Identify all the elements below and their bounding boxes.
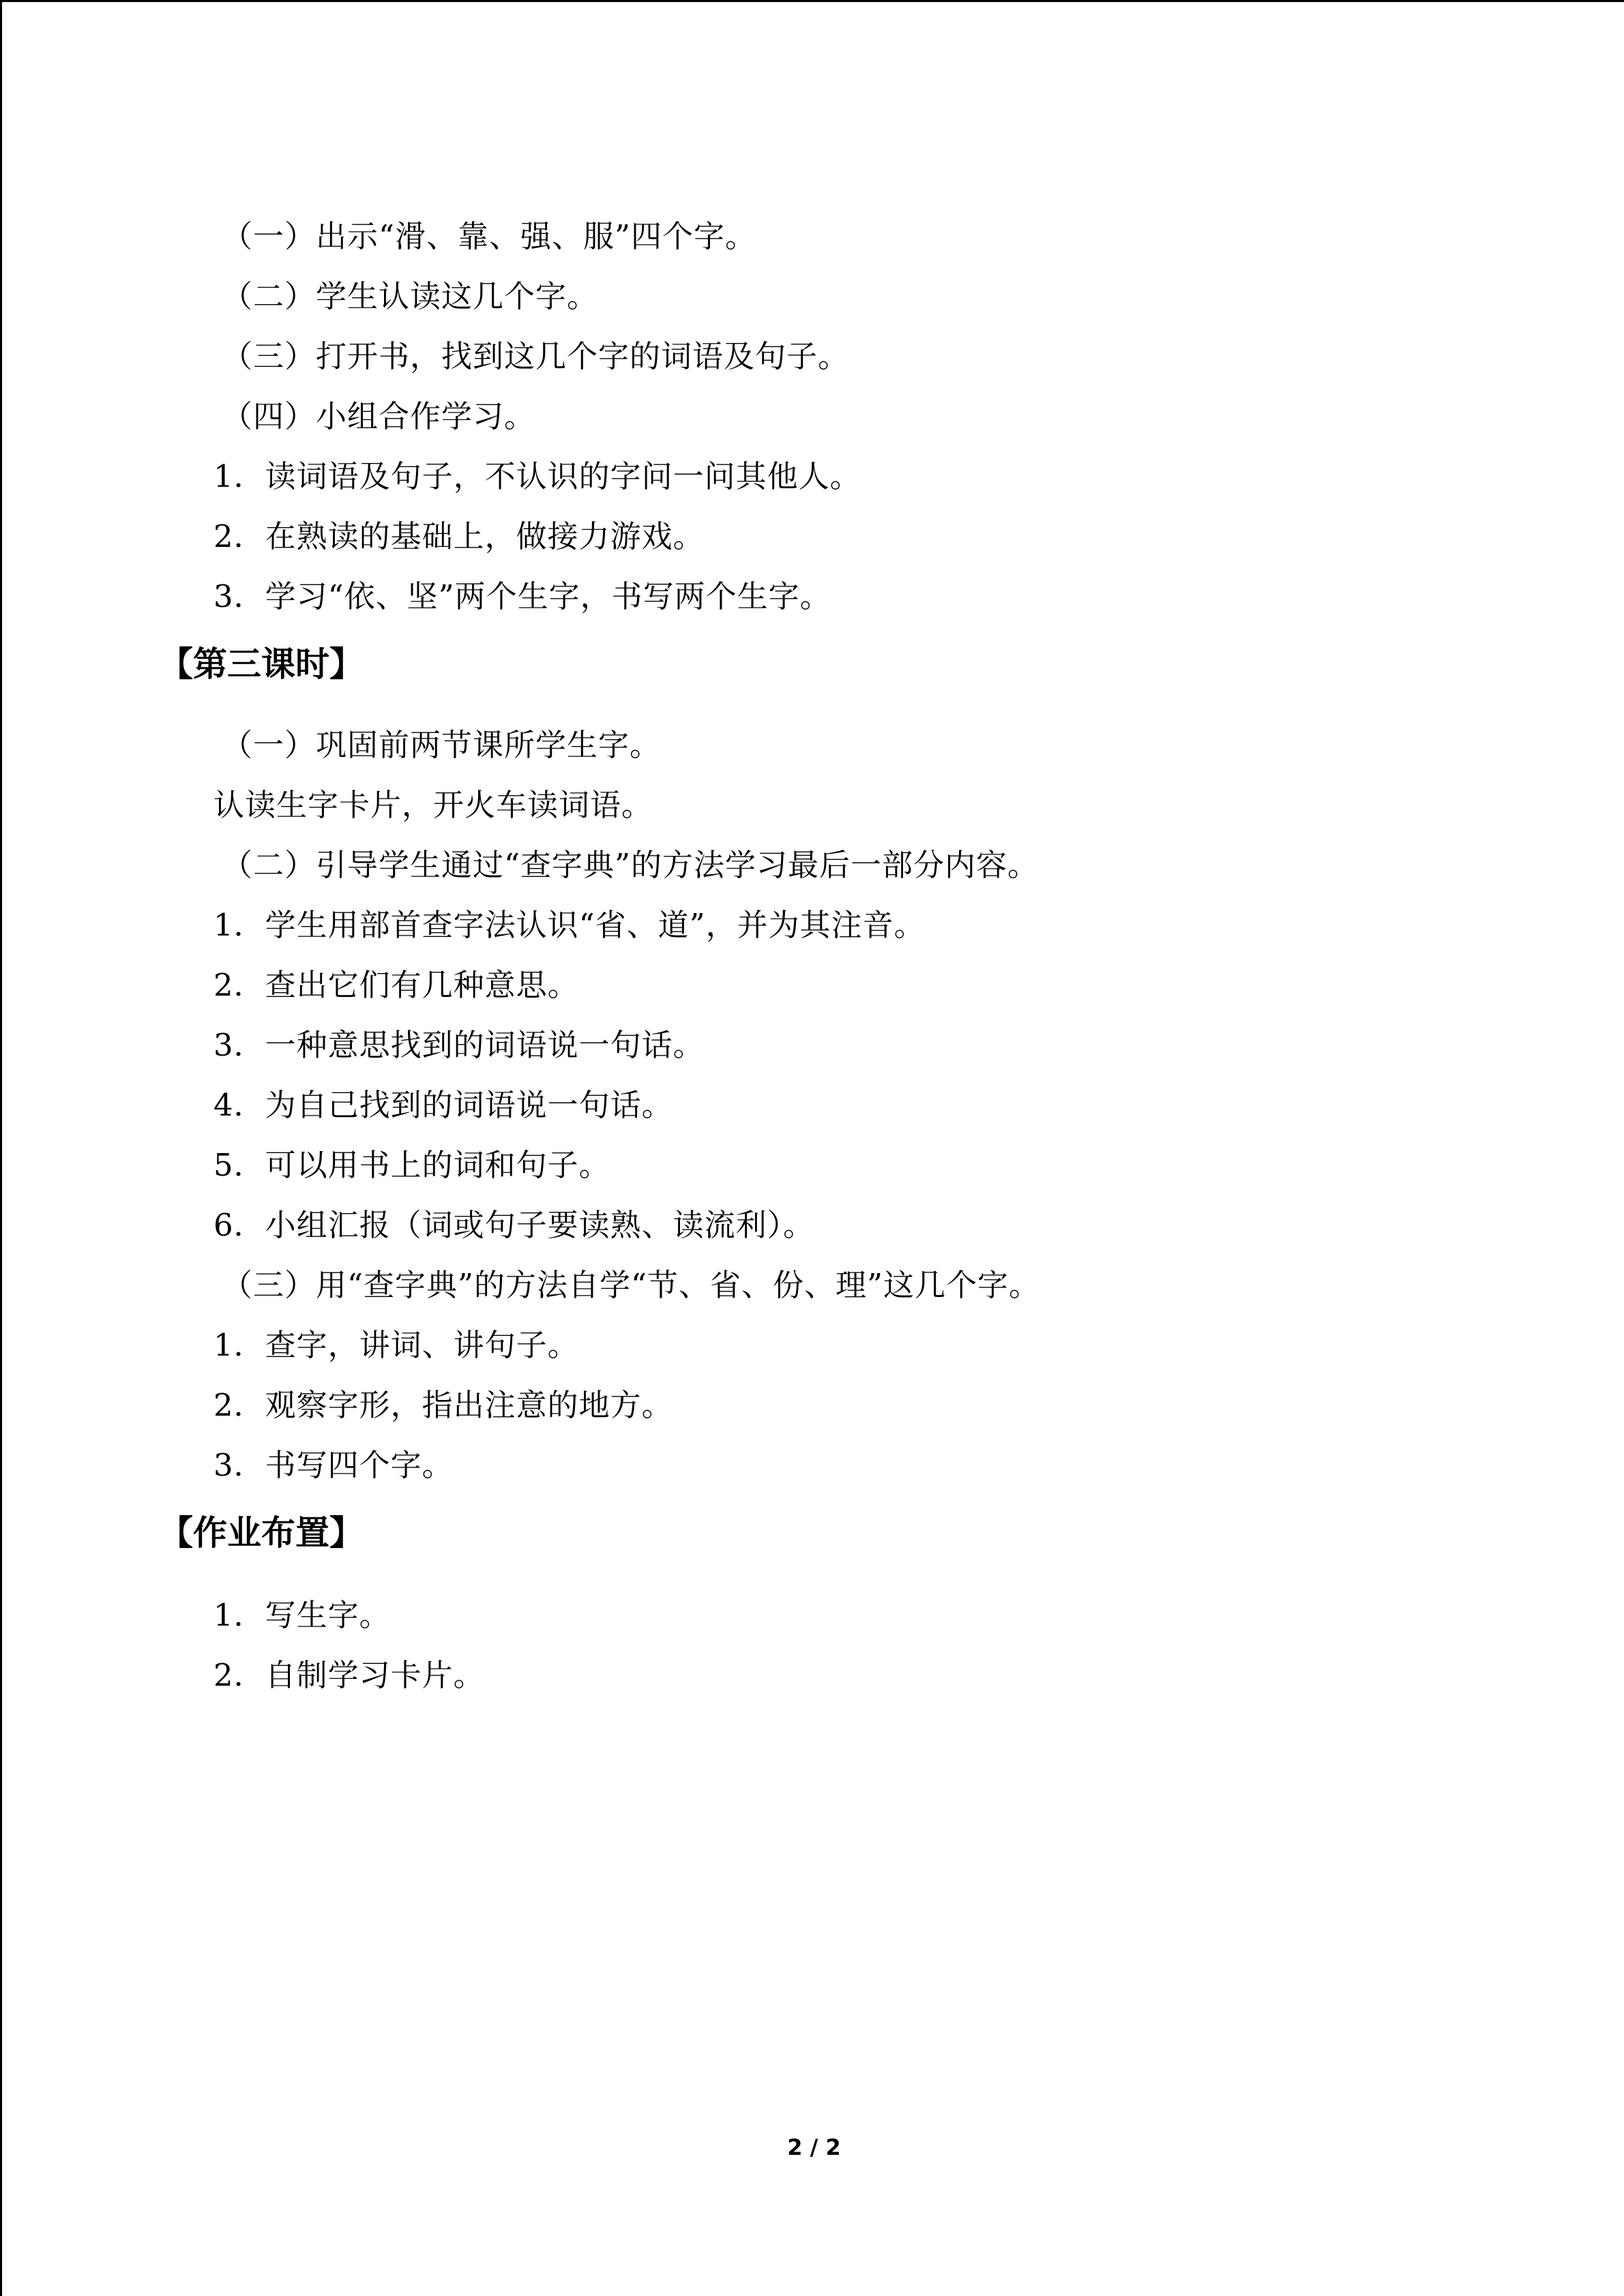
lesson3-step-2-item-4: 4．为自己找到的词语说一句话。 (213, 1087, 673, 1123)
lesson2-step-2: （二）学生认读这几个字。 (222, 278, 599, 314)
homework-heading: 【作业布置】 (159, 1513, 364, 1553)
lesson2-step-3: （三）打开书，找到这几个字的词语及句子。 (222, 338, 850, 374)
lesson3-step-2-item-5: 5．可以用书上的词和句子。 (213, 1147, 610, 1183)
lesson3-step-2: （二）引导学生通过“查字典”的方法学习最后一部分内容。 (222, 847, 1039, 883)
lesson3-step-3: （三）用“查字典”的方法自学“节、省、份、理”这几个字。 (222, 1267, 1041, 1303)
lesson3-step-3-item-3: 3．书写四个字。 (213, 1447, 454, 1483)
homework-item-2: 2．自制学习卡片。 (213, 1657, 485, 1693)
homework-item-1: 1．写生字。 (213, 1597, 391, 1633)
lesson3-step-2-item-3: 3．一种意思找到的词语说一句话。 (213, 1027, 705, 1063)
lesson3-step-1: （一）巩固前两节课所学生字。 (222, 727, 662, 763)
lesson3-step-2-item-6: 6．小组汇报（词或句子要读熟、读流利）。 (213, 1207, 815, 1243)
lesson2-step-1: （一）出示“滑、靠、强、服”四个字。 (222, 218, 757, 254)
lesson2-step-4-item-3: 3．学习“依、坚”两个生字，书写两个生字。 (213, 578, 831, 614)
lesson2-step-4-item-1: 1．读词语及句子，不认识的字问一问其他人。 (213, 458, 861, 494)
lesson3-step-3-item-2: 2．观察字形，指出注意的地方。 (213, 1387, 673, 1423)
lesson2-step-4-item-2: 2．在熟读的基础上，做接力游戏。 (213, 518, 705, 554)
page-number: 2 / 2 (787, 2134, 841, 2160)
lesson3-step-2-item-2: 2．查出它们有几种意思。 (213, 967, 579, 1003)
lesson3-step-3-item-1: 1．查字，讲词、讲句子。 (213, 1327, 579, 1363)
lesson3-heading: 【第三课时】 (159, 644, 364, 684)
lesson3-step-1-detail: 认读生字卡片，开火车读词语。 (213, 787, 653, 823)
lesson3-step-2-item-1: 1．学生用部首查字法认识“省、道”，并为其注音。 (213, 907, 926, 943)
lesson2-step-4: （四）小组合作学习。 (222, 398, 536, 434)
